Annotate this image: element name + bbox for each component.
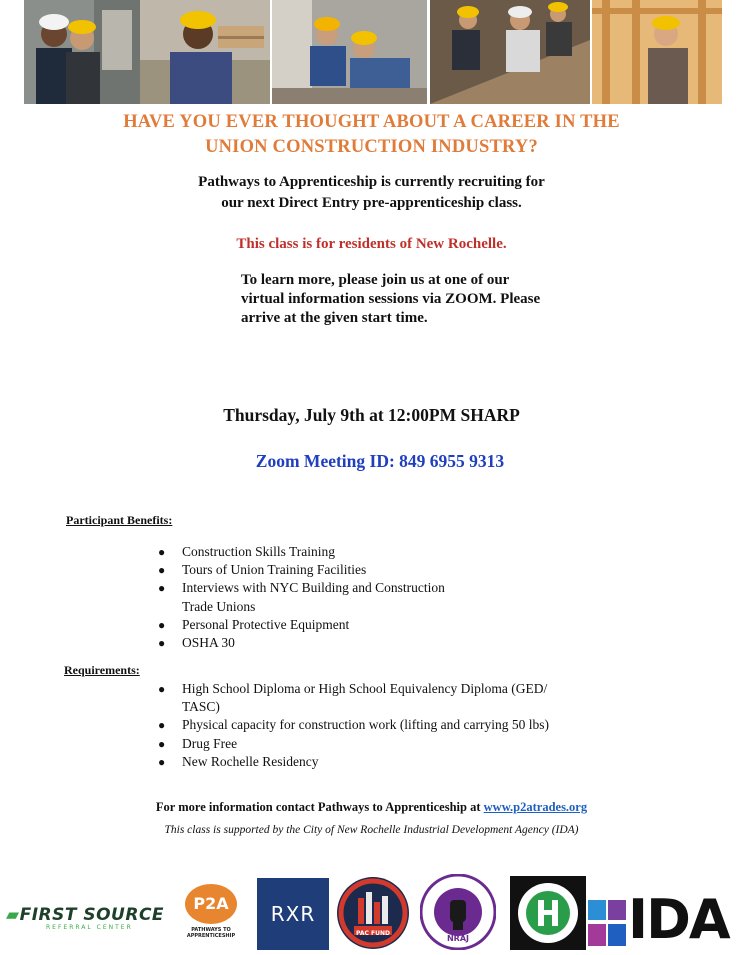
nraj-logo [420,874,496,950]
rxr-logo: RXR [257,878,329,950]
learn-line-3: arrive at the given start time. [241,310,428,326]
p2a-sub-1: PATHWAYS TO [191,927,231,933]
benefit-text: Tours of Union Training Facilities [182,562,367,578]
benefit-text: Personal Protective Equipment [182,616,350,632]
learn-line-1: To learn more, please join us at one of our [241,272,510,288]
p2a-mark: P2A [185,884,237,924]
benefit-text: Trade Unions [182,598,256,614]
first-source-mark: ▰ [6,905,20,925]
requirements-title: Requirements: [64,663,140,677]
list-item [158,561,602,579]
list-item-continuation [182,698,622,716]
p2a-logo [180,884,242,946]
photo-electricians [24,0,140,104]
bullet: ● [158,736,166,751]
pac-fund-text: PAC FUND [356,930,390,937]
requirement-text: New Rochelle Residency [182,753,319,769]
contact-line [0,800,743,815]
bullet: ● [158,718,166,733]
bullet: ● [158,617,166,632]
benefit-text: Construction Skills Training [182,544,336,559]
headline-line-1: HAVE YOU EVER THOUGHT ABOUT A CAREER IN THE [123,112,620,132]
bullet: ● [158,545,166,559]
headline [0,110,743,160]
first-source-logo [6,906,166,936]
list-item [158,680,622,698]
first-source-subtext: REFERRAL CENTER [46,924,133,931]
requirement-text: Physical capacity for construction work (lifting and carrying 50 lbs) [182,717,550,733]
support-note: This class is supported by the City of New Rochelle Industrial Development Agency (IDA) [164,824,579,836]
headline-line-2: UNION CONSTRUCTION INDUSTRY? [205,137,538,157]
benefit-text: Interviews with NYC Building and Construction [182,580,445,596]
photo-roof-workers [430,0,590,104]
list-item [158,579,602,597]
ida-logo: IDA [628,888,729,951]
list-item [158,543,602,561]
requirement-text: High School Diploma or High School Equivalency Diploma (GED/ [182,681,548,696]
website-link[interactable]: www.p2atrades.org [483,800,588,814]
bullet: ● [158,636,166,651]
zoom-meeting-id: Zoom Meeting ID: 849 6955 9313 [255,451,505,471]
bullet: ● [158,581,166,596]
benefit-text: OSHA 30 [182,635,235,651]
list-item-continuation [182,598,602,616]
learn-line-2: virtual information sessions via ZOOM. Please [241,291,541,307]
list-item [158,616,602,634]
photo-woman-framing [592,0,722,104]
requirement-text: Drug Free [182,735,238,751]
session-date: Thursday, July 9th at 12:00PM SHARP [223,405,520,425]
p2a-sub-2: APPRENTICESHIP [186,933,236,939]
intro-recruiting [0,172,743,214]
bullet: ● [158,563,166,578]
requirement-text: TASC) [182,699,220,715]
list-item [158,716,622,734]
photo-masons [272,0,427,104]
community-center-logo [510,876,586,950]
intro-line-2: our next Direct Entry pre-apprenticeship class. [221,195,522,211]
list-item [158,735,622,753]
contact-text: For more information contact Pathways to Apprenticeship at [155,800,484,814]
intro-line-1: Pathways to Apprenticeship is currently recruiting for [198,174,545,190]
benefits-list [158,543,602,652]
requirements-list [158,680,622,771]
residents-note: This class is for residents of New Rochelle. [236,236,507,252]
photo-worker-lumber [140,0,270,104]
nr-ny-mark [588,896,628,948]
list-item [158,634,602,652]
first-source-text: FIRST SOURCE [19,905,165,925]
pac-fund-logo [336,876,410,950]
bullet: ● [158,754,166,769]
nraj-text: NRAJ [446,934,470,943]
list-item [158,753,622,771]
learn-more-text [241,271,601,328]
bullet: ● [158,682,166,696]
benefits-title: Participant Benefits: [66,513,173,527]
